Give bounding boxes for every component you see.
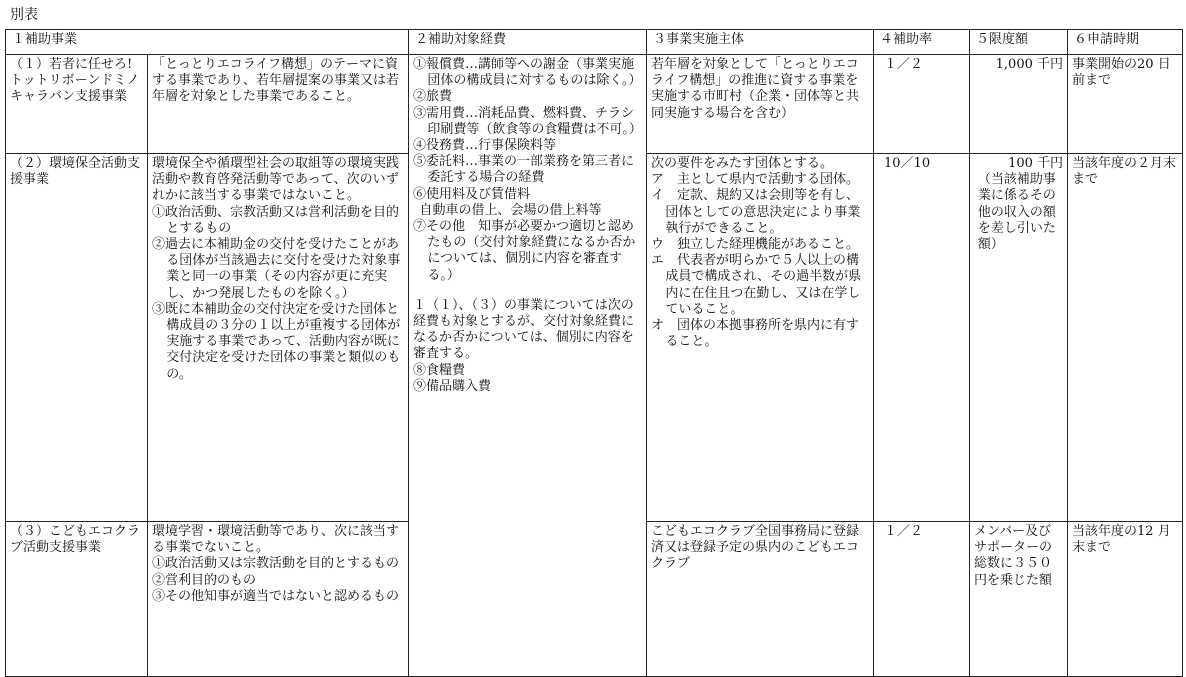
row1-desc: 「とっとりエコライフ構想」のテーマに資する事業であり、若年層提案の事業又は若年層を対象とした事業であること。 [148,55,409,154]
row3-limit: メンバー及びサポーターの総数に３５０円を乗じた額 [970,522,1068,677]
row2-desc-intro: 環境保全や循環型社会の取組等の環境実践活動や教育啓発活動等であって、次のいずれかに該当する事業ではないこと。 [152,156,400,204]
row2-entity-item: オ 団体の本拠事務所を県内に有すること。 [651,318,860,350]
expense-item: ⑤委託料…事業の一部業務を第三者に委託する場合の経費 [413,154,635,186]
page-title: 別表 [10,7,38,23]
header-row [6,30,1183,55]
row3-desc-item: ③その他知事が適当ではないと認めるもの [152,588,400,604]
row-1 [6,55,1183,154]
row2-limit [970,154,1068,522]
row2-entity-item: ア 主として県内で活動する団体。 [651,172,860,188]
header-rate: ４補助率 [874,30,970,55]
header-limit: ５限度額 [970,30,1068,55]
row2-entity [647,154,874,522]
row2-limit-amount: 100 千円 [1008,156,1064,171]
row2-entity-item: イ 定款、規約又は会則等を有し、団体としての意思決定により事業執行ができること。 [651,188,861,236]
row2-limit-note: （当該補助事業に係るその他の収入の額を差し引いた額） [977,172,1056,253]
row1-timing: 事業開始の20 日前まで [1068,55,1183,154]
header-entity: ３事業実施主体 [647,30,874,55]
row1-name: （１）若者に任せろ!トットリボーンドミノキャラバン支援事業 [6,55,148,154]
row1-entity: 若年層を対象として「とっとりエコライフ構想」の推進に資する事業を実施する市町村（企業・団体等と共同実施する場合を含む） [647,55,874,154]
expense-item: ④役務費…行事保険料等 [413,138,557,154]
row2-desc [148,154,409,522]
row2-desc-item: ①政治活動、宗教活動又は営利活動を目的とするもの [152,204,400,236]
expense-item: ①報償費…講師等への謝金（事業実施団体の構成員に対するものは除く。） [413,57,642,89]
row2-desc-item: ③既に本補助金の交付決定を受けた団体と構成員の３分の１以上が重複する団体が実施する事業であって、活動内容が既に交付決定を受けた団体の事業と類似のもの。 [152,301,401,382]
row3-timing: 当該年度の12 月末まで [1068,522,1183,677]
row2-name: （２）環境保全活動支援事業 [6,154,148,522]
expense-extra-item: ⑨備品購入費 [413,378,492,394]
row3-name: （３）こどもエコクラブ活動支援事業 [6,522,148,677]
row2-rate: 10／10 [874,154,970,522]
row2-entity-item: ウ 独立した経理機能があること。 [651,237,860,253]
expense-item: ⑥使用料及び賃借料 [413,186,531,202]
expense-item: ②旅費 [413,89,453,105]
expenses-cell [409,55,647,677]
expense-note: １（１）、（３）の事業については次の経費も対象とするが、交付対象経費になるか否かについては、個別に内容を審査する。 [413,297,635,362]
header-expenses: ２補助対象経費 [409,30,647,55]
row3-desc-item: ②営利目的のもの [152,572,257,588]
row1-limit: 1,000 千円 [970,55,1068,154]
row2-entity-intro: 次の要件をみたす団体とする。 [651,156,834,171]
subsidy-table [5,29,1183,677]
row1-rate: １／２ [874,55,970,154]
expense-item: ⑦その他 知事が必要かつ適切と認めたもの（交付対象経費になるか否かについては、個別に内容を審査する。） [413,219,636,283]
expense-item: ③需用費…消耗品費、燃料費、チラシ印刷費等（飲食等の食糧費は不可。） [413,105,642,137]
row3-rate: １／２ [874,522,970,677]
row2-entity-item: エ 代表者が明らかで５人以上の構成員で構成され、その過半数が県内に在住且つ在勤し、又は在学していること。 [651,253,862,317]
row2-desc-item: ②過去に本補助金の交付を受けたことがある団体が当該過去に交付を受けた対象事業と同一の事業（その内容が更に充実し、かつ発展したものを除く。） [152,237,401,301]
row3-desc-item: ①政治活動又は宗教活動を目的とするもの [152,556,400,572]
expense-extra-item: ⑧食糧費 [413,362,466,378]
row3-entity: こどもエコクラブ全国事務局に登録済又は登録予定の県内のこどもエコクラブ [647,522,874,677]
row2-timing: 当該年度の２月末まで [1068,154,1183,522]
header-timing: ６申請時期 [1068,30,1183,55]
expense-item: 自動車の借上、会場の借上料等 [419,202,602,218]
row3-desc [148,522,409,677]
header-project: １補助事業 [6,30,409,55]
row3-desc-intro: 環境学習・環境活動等であり、次に該当する事業でないこと。 [152,524,400,556]
